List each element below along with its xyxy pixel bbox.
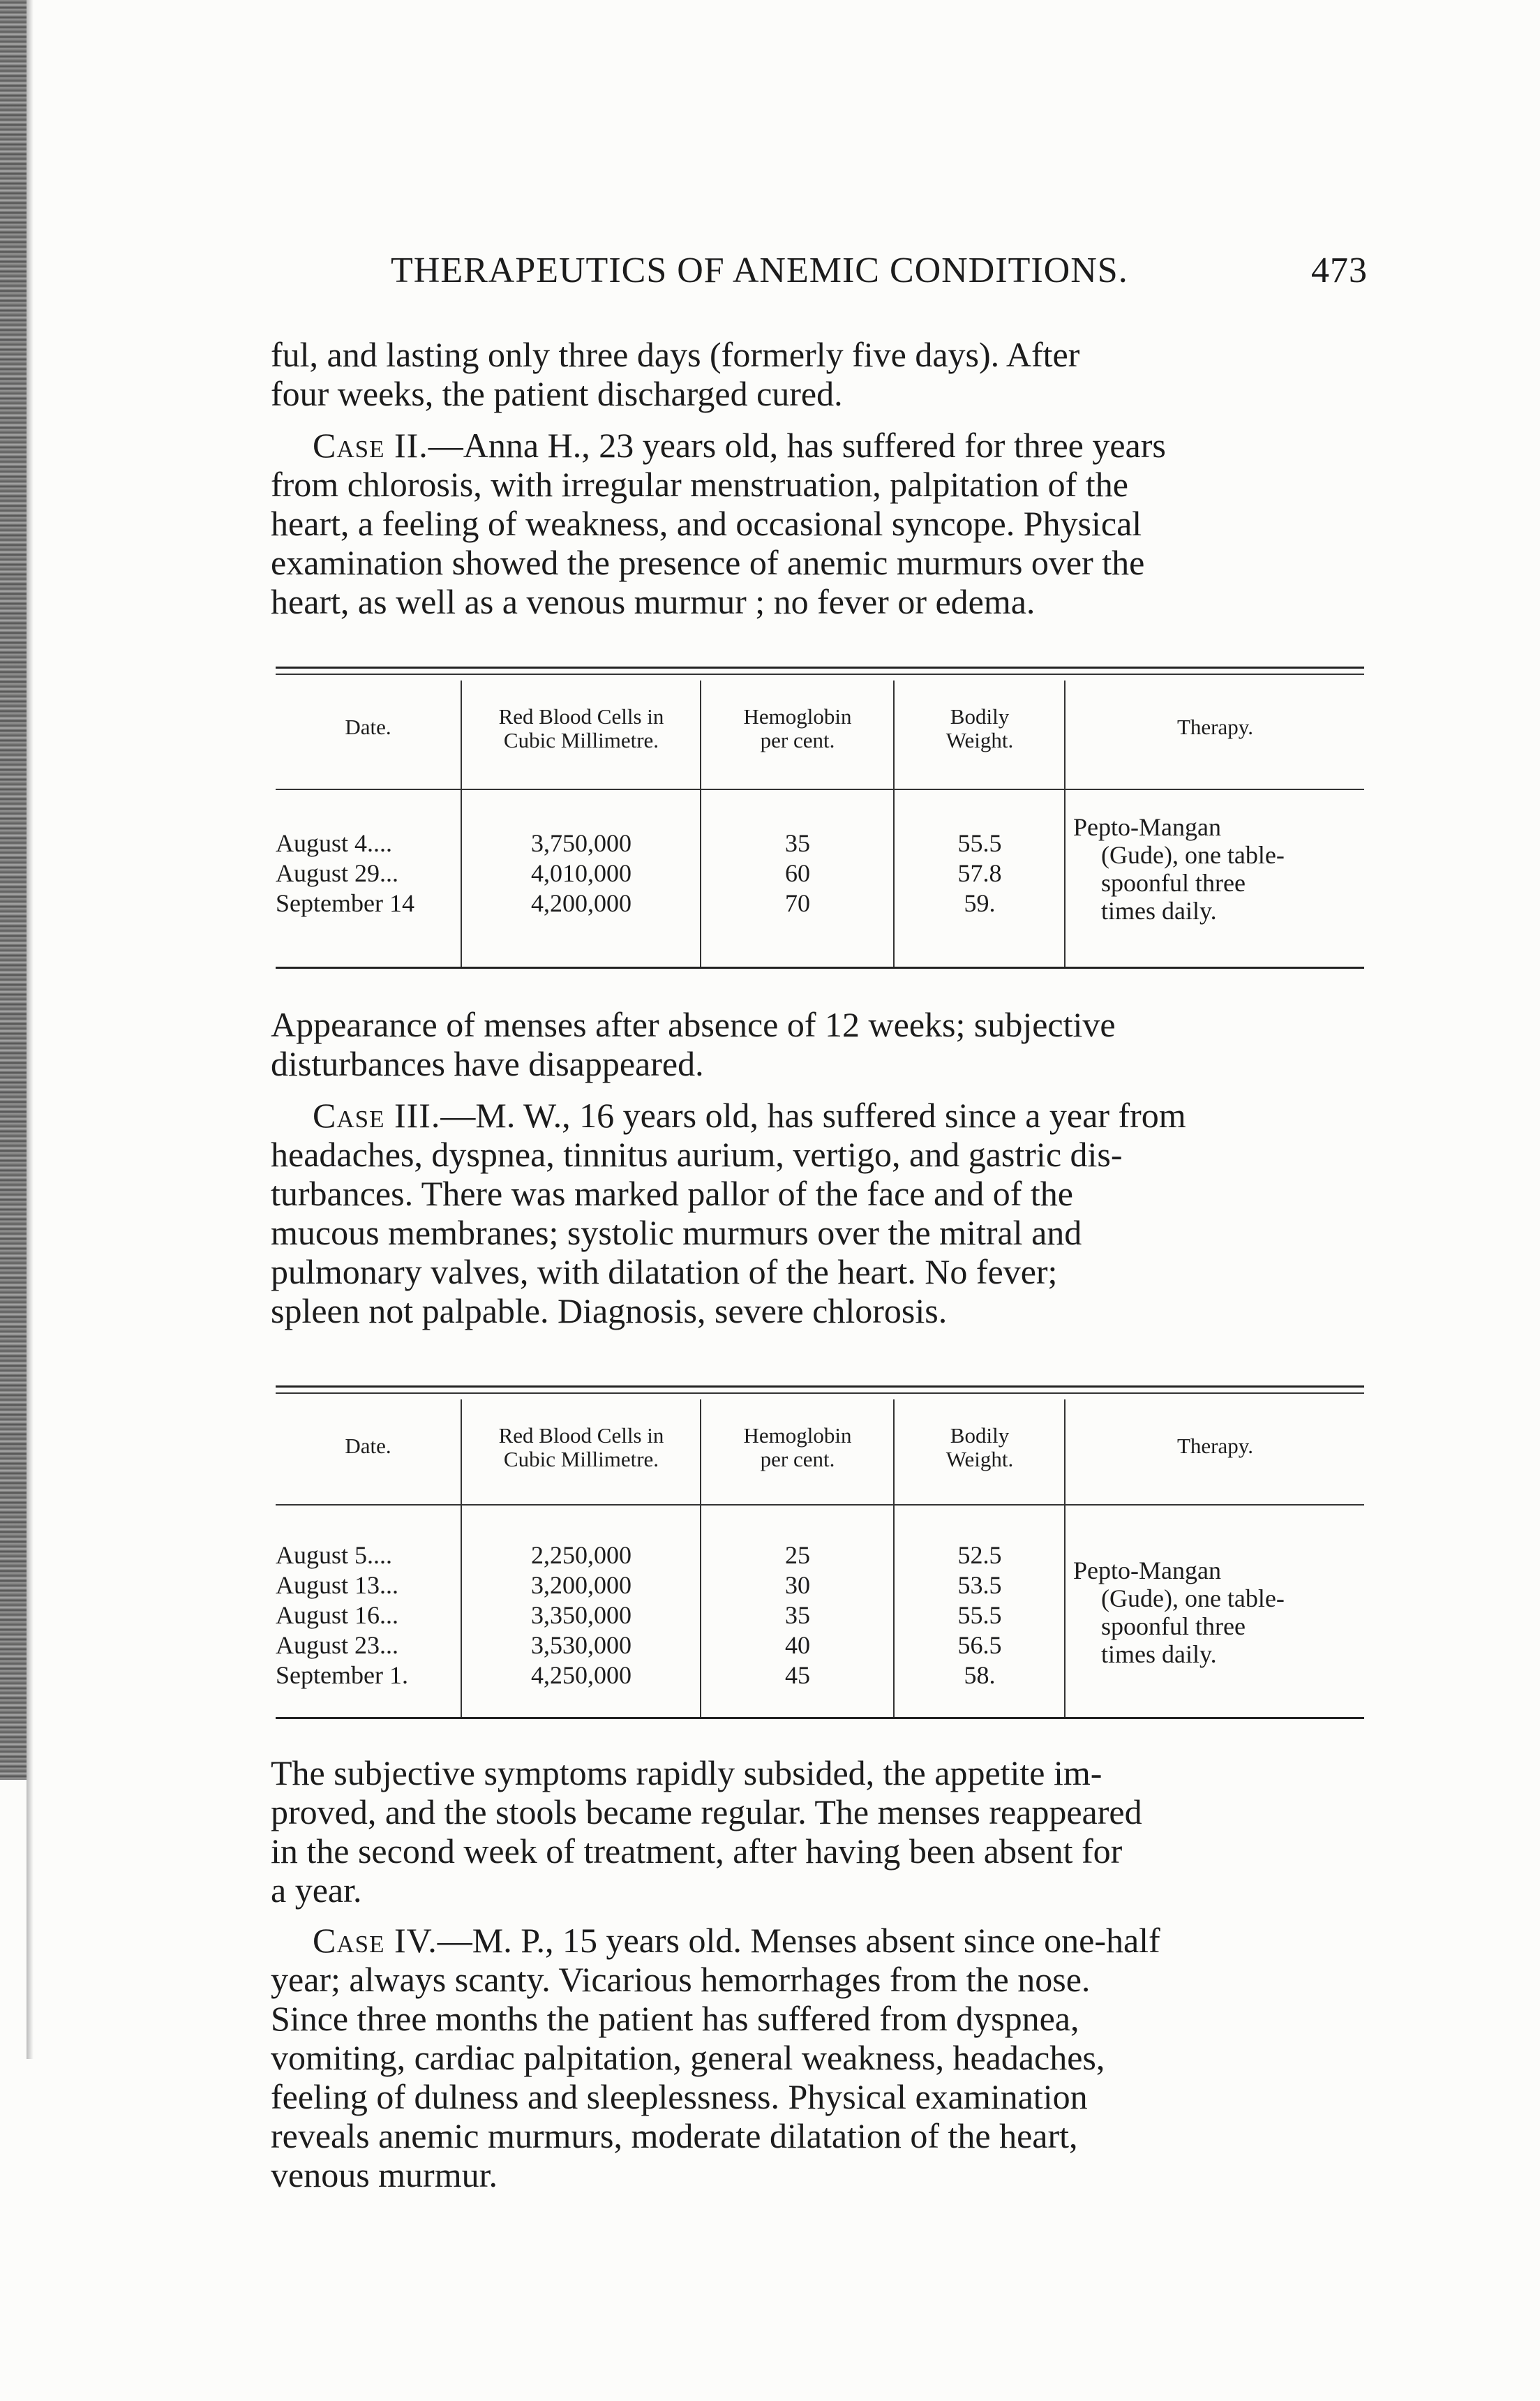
text-line: mucous membranes; systolic murmurs over the mitral and	[271, 1213, 1082, 1252]
case-label: Case II.	[313, 426, 428, 465]
text-line: Since three months the patient has suffered from dyspnea,	[271, 1999, 1079, 2038]
table-cell: 55.5	[957, 829, 1002, 857]
table-cell: 59.	[964, 889, 996, 917]
table-cell: 35	[785, 1601, 810, 1629]
paragraph-continuation	[271, 335, 1368, 413]
running-title: THERAPEUTICS OF ANEMIC CONDITIONS.	[391, 251, 1128, 290]
table-cell: September 14	[276, 889, 414, 917]
text-line: The subjective symptoms rapidly subsided, the appetite im-	[271, 1753, 1102, 1792]
table-rule-top-inner	[276, 674, 1364, 675]
table-cell: 25	[785, 1541, 810, 1569]
table-cell: 4,250,000	[531, 1661, 631, 1689]
table-cell: 3,530,000	[531, 1631, 631, 1659]
table-cell: 70	[785, 889, 810, 917]
paragraph-subjective-symptoms	[271, 1753, 1368, 1910]
date-column	[276, 828, 457, 919]
text-line: disturbances have disappeared.	[271, 1044, 704, 1083]
red-blood-cells-column	[463, 1540, 700, 1690]
header-red-blood-cells: Red Blood Cells in Cubic Millimetre.	[498, 704, 664, 752]
text-line: spleen not palpable. Diagnosis, severe chlorosis.	[271, 1291, 948, 1330]
text-line: —M. P., 15 years old. Menses absent since one-half	[437, 1921, 1160, 1960]
text-line: ful, and lasting only three days (formerly five days). After	[271, 335, 1080, 374]
column-divider	[461, 681, 462, 967]
table-rule-top-inner	[276, 1392, 1364, 1394]
bodily-weight-column	[895, 1540, 1064, 1690]
therapy-line: (Gude), one table-	[1101, 841, 1285, 869]
table-rule-bottom	[276, 1717, 1364, 1719]
table-rule-top	[276, 1385, 1364, 1388]
table-cell: 4,200,000	[531, 889, 631, 917]
table-cell: August 13...	[276, 1571, 399, 1599]
text-line: headaches, dyspnea, tinnitus aurium, vertigo, and gastric dis-	[271, 1135, 1123, 1174]
text-line: vomiting, cardiac palpitation, general weakness, headaches,	[271, 2038, 1105, 2077]
table-cell: August 4....	[276, 829, 393, 857]
header-therapy: Therapy.	[1176, 715, 1253, 739]
column-divider	[893, 681, 895, 967]
column-divider	[1064, 1399, 1066, 1717]
hemoglobin-column	[702, 1540, 893, 1690]
text-line: venous murmur.	[271, 2155, 498, 2194]
table-cell: 3,750,000	[531, 829, 631, 857]
header-bodily-weight: Bodily Weight.	[945, 704, 1014, 752]
text-line: Appearance of menses after absence of 12 weeks; subjective	[271, 1005, 1116, 1044]
binding-edge-fade	[27, 0, 33, 2059]
binding-edge-shadow	[0, 0, 27, 1780]
table-rule-header	[276, 1504, 1364, 1506]
text-line: a year.	[271, 1871, 362, 1910]
column-divider	[893, 1399, 895, 1717]
therapy-line: Pepto-Mangan	[1073, 1556, 1221, 1584]
case-label: Case III.	[313, 1096, 441, 1135]
text-line: —M. W., 16 years old, has suffered since a year from	[440, 1096, 1186, 1135]
column-divider	[700, 1399, 701, 1717]
column-divider	[1064, 681, 1066, 967]
text-line: heart, a feeling of weakness, and occasional syncope. Physical	[271, 504, 1142, 543]
running-header	[293, 250, 1368, 299]
paragraph-menses	[271, 1005, 1368, 1083]
header-date: Date.	[345, 1434, 391, 1458]
text-line: from chlorosis, with irregular menstruation, palpitation of the	[271, 465, 1128, 504]
text-line: proved, and the stools became regular. The menses reappeared	[271, 1792, 1142, 1831]
blood-table-case-2	[276, 667, 1364, 974]
therapy-line: Pepto-Mangan	[1073, 813, 1221, 841]
therapy-cell	[1073, 813, 1359, 925]
table-cell: 52.5	[957, 1541, 1002, 1569]
text-line: in the second week of treatment, after having been absent for	[271, 1831, 1123, 1871]
table-rule-header	[276, 789, 1364, 790]
table-cell: 53.5	[957, 1571, 1002, 1599]
table-rule-top	[276, 667, 1364, 669]
table-cell: 56.5	[957, 1631, 1002, 1659]
text-line: reveals anemic murmurs, moderate dilatation of the heart,	[271, 2116, 1078, 2155]
table-cell: August 5....	[276, 1541, 393, 1569]
red-blood-cells-column	[463, 828, 700, 919]
paragraph-case-3	[271, 1096, 1368, 1330]
table-cell: 58.	[964, 1661, 996, 1689]
table-cell: September 1.	[276, 1661, 408, 1689]
table-cell: 60	[785, 859, 810, 887]
blood-table-case-3	[276, 1385, 1364, 1724]
header-red-blood-cells: Red Blood Cells in Cubic Millimetre.	[498, 1423, 664, 1471]
text-line: four weeks, the patient discharged cured.	[271, 374, 843, 413]
table-cell: 4,010,000	[531, 859, 631, 887]
table-cell: August 29...	[276, 859, 399, 887]
table-cell: 45	[785, 1661, 810, 1689]
table-cell: August 23...	[276, 1631, 399, 1659]
therapy-line: times daily.	[1101, 1640, 1217, 1668]
table-cell: 30	[785, 1571, 810, 1599]
header-date: Date.	[345, 715, 391, 739]
table-cell: 3,350,000	[531, 1601, 631, 1629]
table-cell: 35	[785, 829, 810, 857]
therapy-line: spoonful three	[1101, 869, 1246, 897]
text-line: heart, as well as a venous murmur ; no fever or edema.	[271, 582, 1036, 621]
table-cell: 55.5	[957, 1601, 1002, 1629]
header-bodily-weight: Bodily Weight.	[945, 1423, 1014, 1471]
therapy-line: times daily.	[1101, 897, 1217, 925]
therapy-line: (Gude), one table-	[1101, 1584, 1285, 1612]
text-line: —Anna H., 23 years old, has suffered for three years	[428, 426, 1166, 465]
text-line: year; always scanty. Vicarious hemorrhages from the nose.	[271, 1960, 1091, 1999]
text-line: turbances. There was marked pallor of the face and of the	[271, 1174, 1073, 1213]
text-line: pulmonary valves, with dilatation of the heart. No fever;	[271, 1252, 1058, 1291]
date-column	[276, 1540, 457, 1690]
therapy-line: spoonful three	[1101, 1612, 1246, 1640]
page-number: 473	[1311, 251, 1368, 290]
paragraph-case-2	[271, 426, 1368, 621]
table-cell: August 16...	[276, 1601, 399, 1629]
header-hemoglobin: Hemoglobin per cent.	[743, 1423, 852, 1471]
hemoglobin-column	[702, 828, 893, 919]
header-hemoglobin: Hemoglobin per cent.	[743, 704, 852, 752]
therapy-cell	[1073, 1556, 1359, 1668]
table-cell: 57.8	[957, 859, 1002, 887]
header-therapy: Therapy.	[1176, 1434, 1253, 1458]
table-rule-bottom	[276, 967, 1364, 969]
table-cell: 2,250,000	[531, 1541, 631, 1569]
column-divider	[461, 1399, 462, 1717]
text-line: examination showed the presence of anemic murmurs over the	[271, 543, 1145, 582]
bodily-weight-column	[895, 828, 1064, 919]
paragraph-case-4	[271, 1921, 1368, 2194]
table-cell: 3,200,000	[531, 1571, 631, 1599]
case-label: Case IV.	[313, 1921, 438, 1960]
column-divider	[700, 681, 701, 967]
table-cell: 40	[785, 1631, 810, 1659]
text-line: feeling of dulness and sleeplessness. Physical examination	[271, 2077, 1088, 2116]
